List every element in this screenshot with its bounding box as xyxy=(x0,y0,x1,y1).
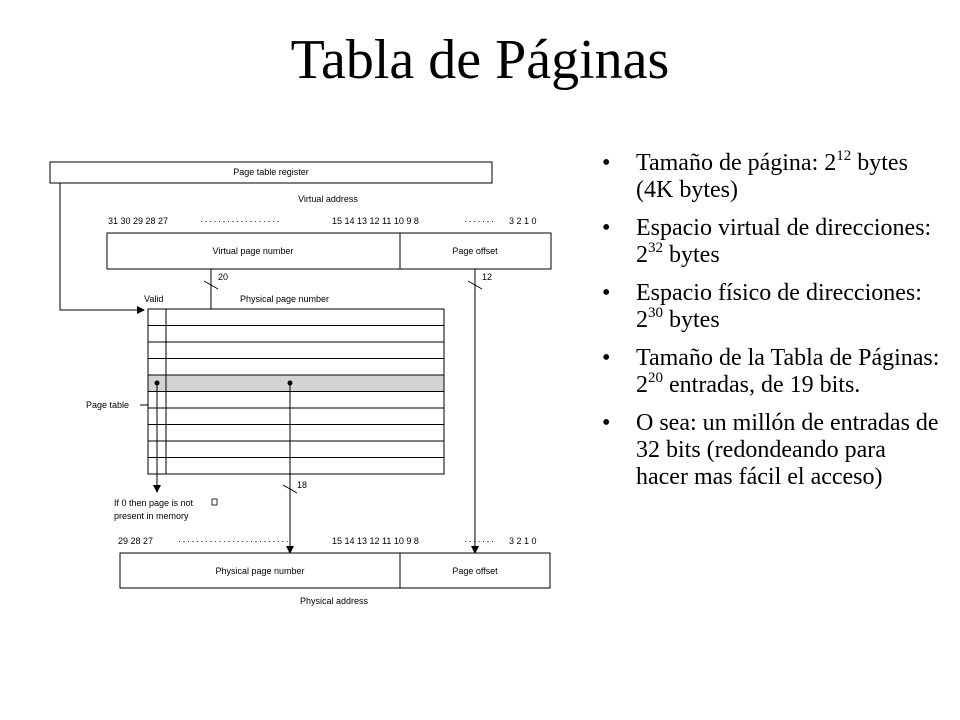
page-table-row xyxy=(148,441,444,458)
page-table-row xyxy=(148,342,444,359)
bullet-dot: • xyxy=(602,410,611,436)
page-table xyxy=(148,309,444,474)
valid-note-line1: If 0 then page is not xyxy=(114,498,194,508)
bullet-dot: • xyxy=(602,345,611,371)
valid-note-box xyxy=(212,499,217,505)
bullet-item: • Tamaño de la Tabla de Páginas: $2^{20}$ entradas, de 19 bits. xyxy=(602,345,940,398)
page-offset-label: Page offset xyxy=(452,246,498,256)
bullet-list xyxy=(598,150,943,502)
bullet-item: • Tamaño de página: $2^{12}$ bytes (4K bytes) xyxy=(602,148,908,203)
width-label-18: 18 xyxy=(297,480,308,490)
page-table-row-selected xyxy=(148,375,444,392)
va-bit-dots-1: ·················· xyxy=(200,216,281,226)
pa-bit-numbers-low: 3 2 1 0 xyxy=(509,536,537,546)
physical-page-number-header: Physical page number xyxy=(240,294,330,304)
page-table-row xyxy=(148,425,444,442)
va-bit-numbers-mid: 15 14 13 12 11 10 9 8 xyxy=(332,216,419,226)
pa-bit-numbers-mid: 15 14 13 12 11 10 9 8 xyxy=(332,536,419,546)
bullet-item: • Espacio físico de direcciones: $2^{30}$ bytes xyxy=(602,280,922,333)
page-table-row xyxy=(148,326,444,343)
pa-bit-numbers-high: 29 28 27 xyxy=(118,536,154,546)
page-table-row xyxy=(148,458,444,475)
page-table-register-label: Page table register xyxy=(233,167,309,177)
bullet-item: • O sea: un millón de entradas de 32 bits (redondeando para hacer mas fácil el acceso) xyxy=(602,410,939,490)
width-label-12: 12 xyxy=(482,272,493,282)
page-table-row xyxy=(148,359,444,376)
virtual-address-label: Virtual address xyxy=(298,194,358,204)
bullet-dot: • xyxy=(602,215,611,241)
va-bit-numbers-low: 3 2 1 0 xyxy=(509,216,537,226)
physical-address-label: Physical address xyxy=(299,596,369,606)
slide-title: Tabla de Páginas xyxy=(290,29,670,91)
bullet-dot: • xyxy=(602,280,611,306)
page-table-row xyxy=(148,392,444,409)
bullet-item: • Espacio virtual de direcciones: $2^{32}$ bytes xyxy=(602,215,932,268)
valid-note-line2: present in memory xyxy=(114,511,189,521)
physical-page-offset-label: Page offset xyxy=(452,566,498,576)
va-bit-numbers-high: 31 30 29 28 27 xyxy=(108,216,169,226)
pa-bit-dots-2: ······· xyxy=(464,536,496,546)
page-table-label: Page table xyxy=(86,400,130,410)
pa-bit-dots-1: ························· xyxy=(178,536,291,546)
page-table-row xyxy=(148,408,444,425)
va-bit-dots-2: ······· xyxy=(464,216,496,226)
valid-header: Valid xyxy=(144,294,164,304)
virtual-page-number-label: Virtual page number xyxy=(212,246,294,256)
page-table-row xyxy=(148,309,444,326)
bullet-dot: • xyxy=(602,150,611,176)
physical-page-number-label: Physical page number xyxy=(215,566,305,576)
width-label-20: 20 xyxy=(218,272,229,282)
